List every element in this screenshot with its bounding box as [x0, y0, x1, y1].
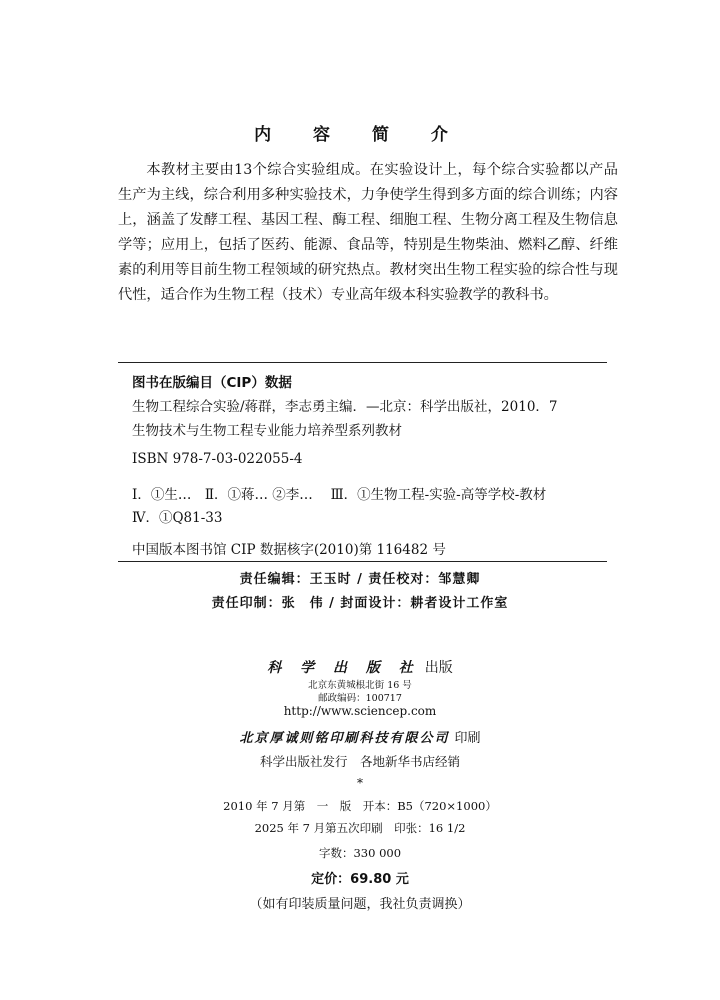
- cip-block: [118, 362, 607, 562]
- publisher-address: 北京东黄城根北街 16 号: [308, 680, 412, 691]
- credits-line1: 责任编辑：王玉时 / 责任校对：邹慧卿: [239, 572, 481, 587]
- quality-notice: （如有印装质量问题，我社负责调换）: [249, 897, 471, 912]
- edition-line1: 2010 年 7 月第 一 版 开本：B5（720×1000）: [223, 799, 497, 813]
- printer-line: [0, 727, 720, 746]
- price: 定价：69.80 元: [311, 872, 409, 887]
- intro-title: 内 容 简 介: [254, 125, 466, 145]
- publisher-name: 科 学 出 版 社: [267, 660, 420, 676]
- cip-line-title: 生物工程综合实验/蒋群，李志勇主编．—北京：科学出版社，2010．7: [132, 399, 558, 415]
- distribution: 科学出版社发行 各地新华书店经销: [259, 754, 460, 769]
- cip-class-line1: Ⅰ．①生… Ⅱ．①蒋… ②李… Ⅲ．①生物工程-实验-高等学校-教材: [132, 487, 547, 503]
- cip-title: 图书在版编目（CIP）数据: [132, 375, 292, 391]
- cip-class-line2: Ⅳ．①Q81-33: [132, 510, 223, 526]
- publisher-postcode: 邮政编码：100717: [318, 693, 402, 704]
- edition-line2: 2025 年 7 月第五次印刷 印张：16 1/2: [254, 821, 466, 835]
- cip-isbn: ISBN 978-7-03-022055-4: [132, 451, 303, 467]
- cip-verify: 中国版本图书馆 CIP 数据核字(2010)第 116482 号: [132, 542, 446, 558]
- separator-star: *: [357, 776, 363, 790]
- word-count: 字数：330 000: [318, 846, 402, 860]
- printer-name: 北京厚诚则铭印刷科技有限公司: [239, 731, 450, 746]
- publisher-url: http://www.sciencep.com: [283, 704, 437, 718]
- intro-body: 本教材主要由13个综合实验组成。在实验设计上，每个综合实验都以产品生产为主线，综合利用多种实验技术，力争使学生得到多方面的综合训练；内容上，涵盖了发酵工程、基因工程、酶工程、细胞工程、生物分离工程及生物信息学等；应用上，包括了医药、能源、食品等，特别是生物柴油、燃料乙醇、纤维素的利用等目前生物工程领域的研究热点。教材突出生物工程实验的综合性与现代性，适合作为生物工程（技术）专业高年级本科实验教学的教科书。: [118, 162, 618, 303]
- credits-line2: 责任印制：张 伟 / 封面设计：耕者设计工作室: [211, 596, 509, 611]
- printer-suffix: 印刷: [454, 731, 481, 746]
- publisher-suffix: 出版: [424, 660, 453, 676]
- cip-line-series: 生物技术与生物工程专业能力培养型系列教材: [132, 423, 402, 439]
- publisher-line: [0, 657, 720, 677]
